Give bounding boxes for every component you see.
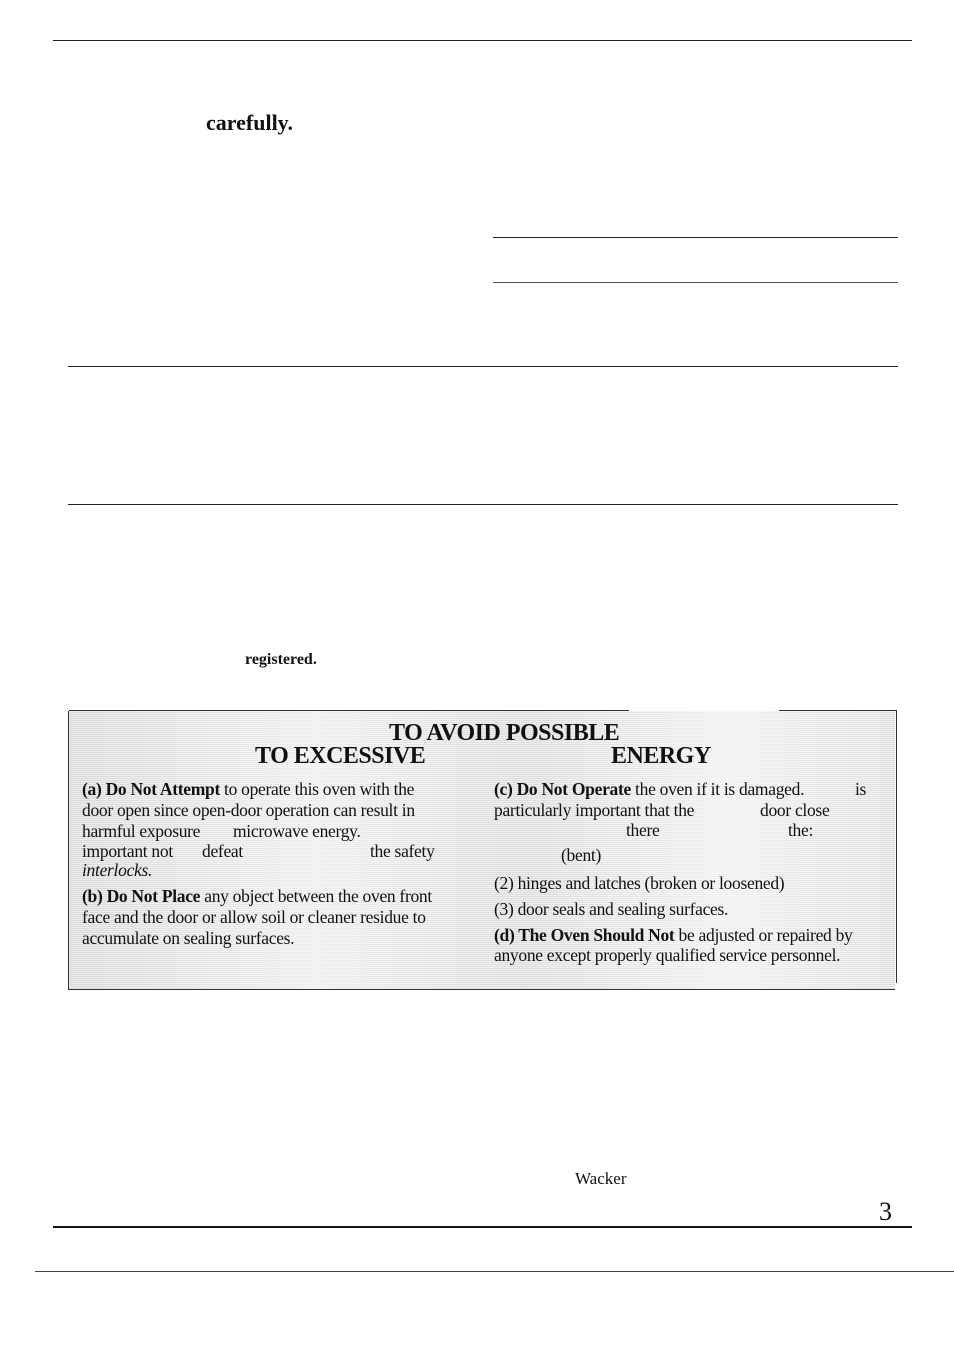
item-d-line2: anyone except properly qualified service personnel. [494, 945, 841, 965]
item-c-line1-is: is [855, 779, 867, 799]
section-rule-3 [68, 366, 898, 367]
registered-text: registered. [245, 651, 317, 668]
item-a-line3-part1: harmful exposure [82, 821, 201, 841]
top-rule [53, 40, 912, 41]
item-c-label: (c) Do Not Operate [494, 779, 631, 799]
box-right-edge [896, 711, 897, 983]
item-a-line5: interlocks. [82, 860, 153, 880]
item-a-line4-part1: important not [82, 841, 173, 861]
signature-text: Wacker [575, 1169, 627, 1188]
item-c-line2-part2: door close [760, 800, 830, 820]
item-d-line1 [494, 925, 852, 945]
warning-heading-line2-left: TO EXCESSIVE [255, 743, 426, 769]
item-a-label: (a) Do Not Attempt [82, 779, 220, 799]
page-number: 3 [879, 1197, 892, 1226]
microwave-warning-box [68, 711, 895, 990]
item-c-line4: (bent) [561, 845, 601, 865]
item-c-line1 [494, 779, 804, 799]
item-a-line1-rest: to operate this oven with the [219, 779, 415, 799]
box-top-edge-right [779, 710, 897, 711]
bottom-page-rule [35, 1271, 954, 1272]
item-c-line3-part1: there [626, 820, 660, 840]
item-d-label: (d) The Oven Should Not [494, 925, 675, 945]
item-c-sub2: (2) hinges and latches (broken or loosened) [494, 873, 785, 893]
item-c-sub3: (3) door seals and sealing surfaces. [494, 899, 729, 919]
item-c-line1-rest: the oven if it is damaged. [630, 779, 805, 799]
footer-rule [53, 1226, 912, 1228]
section-rule-1 [493, 237, 898, 238]
item-b-line3: accumulate on sealing surfaces. [82, 928, 295, 948]
warning-heading-line1: TO AVOID POSSIBLE [389, 720, 620, 746]
item-b-label: (b) Do Not Place [82, 886, 201, 906]
item-b-line2: face and the door or allow soil or cleaner residue to [82, 907, 426, 927]
item-c-line3-part2: the: [788, 820, 814, 840]
item-a-line3-part2: microwave energy. [233, 821, 361, 841]
item-a-line1 [82, 779, 414, 799]
item-d-line1-rest: be adjusted or repaired by [674, 925, 853, 945]
carefully-text: carefully. [206, 110, 293, 135]
box-top-edge-left [69, 710, 629, 711]
item-b-line1-rest: any object between the oven front [200, 886, 432, 906]
item-c-line2-part1: particularly important that the [494, 800, 695, 820]
section-rule-2 [493, 282, 898, 283]
item-a-line4-part2: defeat [202, 841, 243, 861]
warning-heading-line2-right: ENERGY [611, 743, 711, 769]
section-rule-4 [68, 504, 898, 505]
item-a-line2: door open since open-door operation can result in [82, 800, 415, 820]
item-b-line1 [82, 886, 432, 906]
item-a-line4-part3: the safety [370, 841, 435, 861]
